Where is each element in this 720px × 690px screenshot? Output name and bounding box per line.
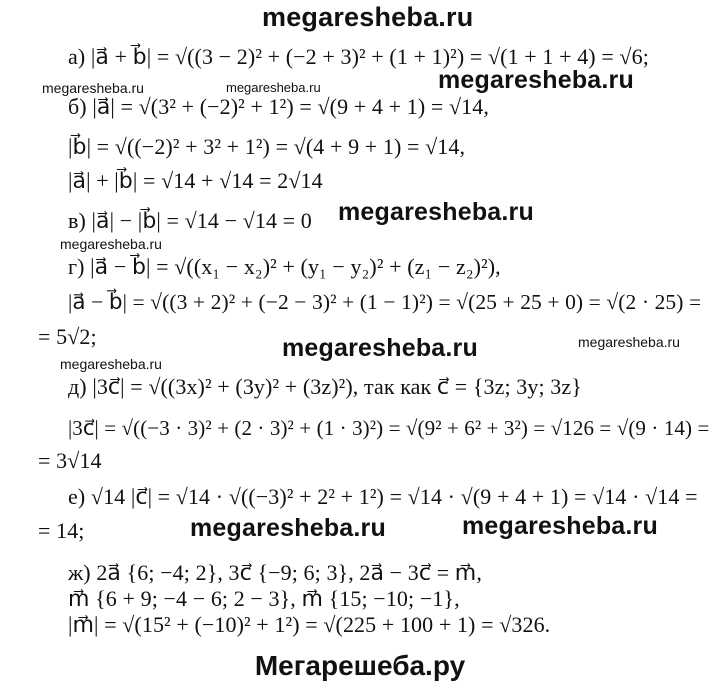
footer-site-name: Мегарешеба.ру — [254, 650, 466, 681]
line-a: а) |a⃗ + b⃗| = √((3 − 2)² + (−2 + 3)² + (1 + 1)²) = √(1 + 1 + 4) = √6; — [68, 44, 649, 69]
watermark-small: megaresheba.ru — [60, 236, 162, 252]
line-b3: |a⃗| + |b⃗| = √14 + √14 = 2√14 — [68, 168, 323, 193]
line-zh2: m⃗ {6 + 9; −4 − 6; 2 − 3}, m⃗ {15; −10; −1}, — [68, 586, 460, 611]
line-e2: = 14; — [38, 518, 85, 543]
watermark-small: megaresheba.ru — [578, 334, 680, 350]
line-e1: е) √14 |c⃗| = √14 · √((−3)² + 2² + 1²) = √14 · √(9 + 4 + 1) = √14 · √14 = — [68, 484, 698, 509]
watermark-small: megaresheba.ru — [42, 80, 144, 96]
line-g3: = 5√2; — [38, 324, 97, 349]
line-v: в) |a⃗| − |b⃗| = √14 − √14 = 0 — [68, 208, 312, 233]
line-d2: |3c⃗| = √((−3 · 3)² + (2 · 3)² + (1 · 3)²) = √(9² + 6² + 3²) = √126 = √(9 · 14) = — [68, 416, 710, 440]
line-d1: д) |3c⃗| = √((3x)² + (3y)² + (3z)²), так как c⃗ = {3z; 3y; 3z} — [68, 374, 582, 399]
watermark-small: megaresheba.ru — [226, 80, 321, 95]
line-g2: |a⃗ − b⃗| = √((3 + 2)² + (−2 − 3)² + (1 − 1)²) = √(25 + 25 + 0) = √(2 · 25) = — [68, 290, 702, 314]
watermark-large: megaresheba.ru — [462, 512, 658, 540]
line-d3: = 3√14 — [38, 448, 102, 473]
watermark-large: megaresheba.ru — [438, 66, 634, 94]
header-site-name: megaresheba.ru — [262, 2, 474, 32]
watermark-small: megaresheba.ru — [60, 356, 162, 372]
watermark-large: megaresheba.ru — [190, 514, 386, 542]
watermark-large: megaresheba.ru — [282, 334, 478, 362]
line-b1: б) |a⃗| = √(3² + (−2)² + 1²) = √(9 + 4 + 1) = √14, — [68, 94, 489, 119]
line-zh1: ж) 2a⃗ {6; −4; 2}, 3c⃗ {−9; 6; 3}, 2a⃗ − 3c⃗ = m⃗, — [68, 560, 482, 585]
line-g1: г) |a⃗ − b⃗| = √((x₁ − x₂)² + (y₁ − y₂)² + (z₁ − z₂)²), — [68, 254, 501, 279]
watermark-large: megaresheba.ru — [338, 198, 534, 226]
line-b2: |b⃗| = √((−2)² + 3² + 1²) = √(4 + 9 + 1) = √14, — [68, 134, 466, 159]
line-zh3: |m⃗| = √(15² + (−10)² + 1²) = √(225 + 100 + 1) = √326. — [68, 612, 551, 637]
